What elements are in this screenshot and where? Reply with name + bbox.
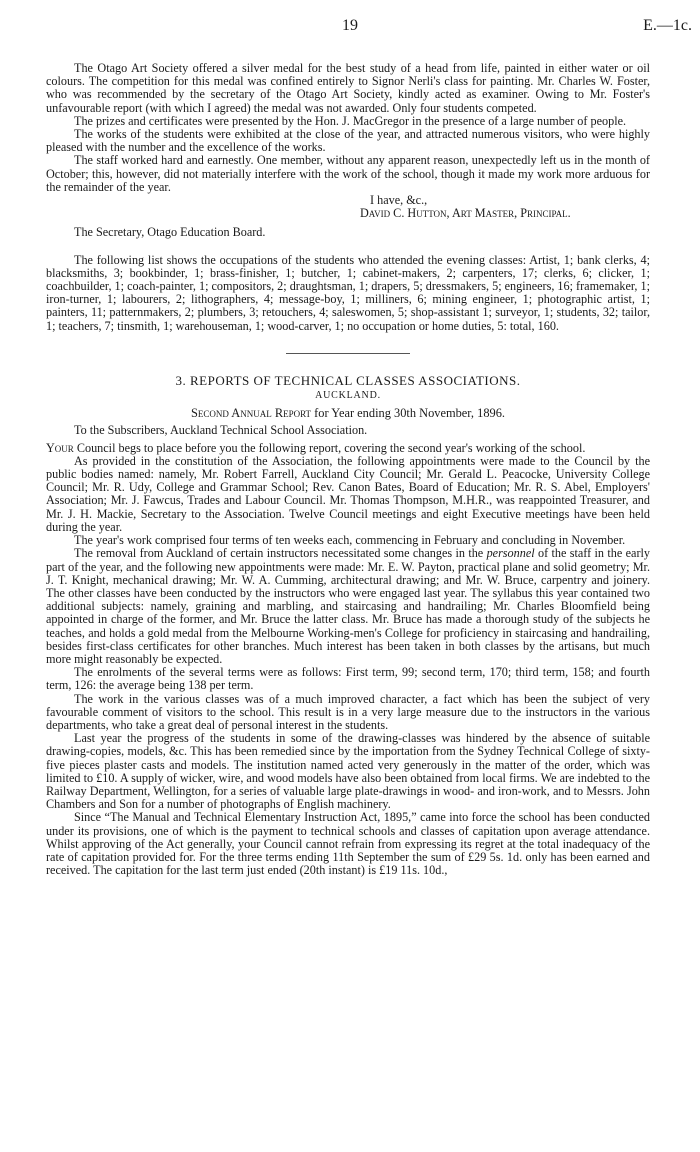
paragraph: The works of the students were exhibited at the close of the year, and attracted numerous visitors, who were highly pleased with the number and the excellence of the works. [46,127,650,155]
sign-off: I have, &c., [370,193,428,208]
paragraph: The work in the various classes was of a much improved character, a fact which has been the subject of very favourable comment of visitors to the school. This result is in a very large measure due to the instructors in the various departments, who take a great deal of personal interest in the students. [46,691,650,732]
paragraph-text: Council begs to place before you the following report, covering the second year's working of the school. [73,440,586,455]
section-subtitle: AUCKLAND. [315,390,381,402]
paragraph: The staff worked hard and earnestly. One member, without any apparent reason, unexpectedly left us in the month of October; this, however, did not materially interfere with the work of the school, though it made my work more arduous for the remainder of the year. [46,153,650,194]
paragraph-text: The removal from Auckland of certain instructors necessitated some changes in the [74,546,487,561]
addressee: The Secretary, Otago Education Board. [74,225,266,240]
paragraph: The Otago Art Society offered a silver medal for the best study of a head from life, painted in either water or oil colours. The competition for this medal was confined entirely to Signor Nerli's class for painting. Mr. Charles W. Foster, who was recommended by the secretary of the Otago Art Society, kindly acted as examiner. Owing to Mr. Foster's unfavourable report (with which I agreed) the medal was not awarded. Only four students competed. [46,61,650,115]
page-number: 19 [342,17,358,34]
occupations-list: The following list shows the occupations of the students who attended the evening classes: Artist, 1; bank clerks, 4; blacksmiths, 3; bookbinder, 1; brass-finisher, 1; butcher, 1; cabinet-makers, 2; carpenters, 17; clerks, 6; clicker, 1; coachbuilder, 1; coach-painter, 1; compositors, 2; draughtsman, 1; drapers, 5; dressmakers, 5; engineers, 16; framemaker, 1; iron-turner, 1; labourers, 2; lithographers, 4; message-boy, 1; milliners, 6; mining engineer, 1; photographic artist, 1; painters, 11; patternmakers, 2; plumbers, 3; retouchers, 4; saleswomen, 5; shop-assistant 1; surveyor, 1; students, 32; tailor, 1; teachers, 7; tinsmith, 1; warehouseman, 1; wood-carver, 1; no occupation or home duties, 5: total, 160. [46,252,650,333]
document-code: E.—1c. [643,17,692,34]
paragraph: The year's work comprised four terms of ten weeks each, commencing in February and concluding in November. [74,533,626,548]
signature: David C. Hutton, Art Master, Principal. [360,206,571,221]
paragraph: The enrolments of the several terms were as follows: First term, 99; second term, 170; third term, 158; and fourth term, 126: the average being 138 per term. [46,665,650,693]
page-body [46,62,650,877]
report-heading-rest: for Year ending 30th November, 1896. [311,406,505,421]
report-addressee: To the Subscribers, Auckland Technical School Association. [74,423,368,438]
paragraph: Since “The Manual and Technical Elementary Instruction Act, 1895,” came into force the school has been conducted under its provisions, one of which is the payment to technical schools and classes of capitation upon average attendance. Whilst approving of the Act generally, your Council cannot refrain from expressing its regret at the total inadequacy of the rate of capitation provided for. For the three terms ending 11th September the sum of £29 5s. 1d. only has been earned and received. The capitation for the last term just ended (20th instant) is £19 11s. 10d., [46,810,650,878]
paragraph-text: of the staff in the early part of the year, and the following new appointments were made: Mr. E. W. Payton, practical plane and solid geometry; Mr. J. T. Knight, mechanical drawing; Mr. W. A. Cumming, architectural drawing; and Mr. W. Bruce, carpentry and joinery. The other classes have been conducted by the instructors who were engaged last year. The syllabus this year contained two additional subjects: namely, graining and marbling, and staircasing and handrailing; Mr. Charles Bloomfield being appointed in charge of the former, and Mr. Bruce the latter class. Mr. Bruce has made a thorough study of the subjects he teaches, and holds a gold medal from the Melbourne Working-men's College for proficiency in staircasing and handrailing, besides first-class certificates for other branches. Much interest has been taken in both classes by the artisans, but much more might reasonably be expected. [46,546,650,666]
first-word: Your [46,440,74,455]
paragraph [46,442,650,455]
report-heading [46,407,650,420]
section-divider [286,353,410,354]
paragraph: Last year the progress of the students in some of the drawing-classes was hindered by the absence of suitable drawing-copies, models, &c. This has been remedied since by the importation from the Sydney Technical College of sixty-five pieces plaster casts and models. The institution named acted very generously in the matter of the order, which was limited to £10. A supply of wicker, wire, and wood models have also been obtained from local firms. We are indebted to the Railway Department, Wellington, for a series of valuable large plate-drawings in wood- and iron-work, and to Messrs. John Chambers and Son for a number of photographs of English machinery. [46,731,650,812]
italic-term: personnel [486,546,535,561]
section-title: 3. REPORTS OF TECHNICAL CLASSES ASSOCIATIONS. [175,372,521,388]
paragraph: As provided in the constitution of the Association, the following appointments were made to the Council by the public bodies named: namely, Mr. Robert Farrell, Auckland City Council; Mr. Gerald L. Peacocke, University College Council; Mr. R. Udy, College and Grammar School; Rev. Canon Bates, Board of Education; Mr. R. S. Abel, Employers' Association; Mr. J. Fawcus, Trades and Labour Council. Mr. Thomas Thompson, M.H.R., was reappointed Treasurer, and Mr. J. H. Mackie, Secretary to the Association. Twelve Council meetings and eight Executive meetings have been held during the year. [46,453,650,534]
report-heading-lead: Second Annual Report [190,406,312,421]
paragraph [46,547,650,666]
paragraph: The prizes and certificates were presented by the Hon. J. MacGregor in the presence of a large number of people. [74,113,627,128]
